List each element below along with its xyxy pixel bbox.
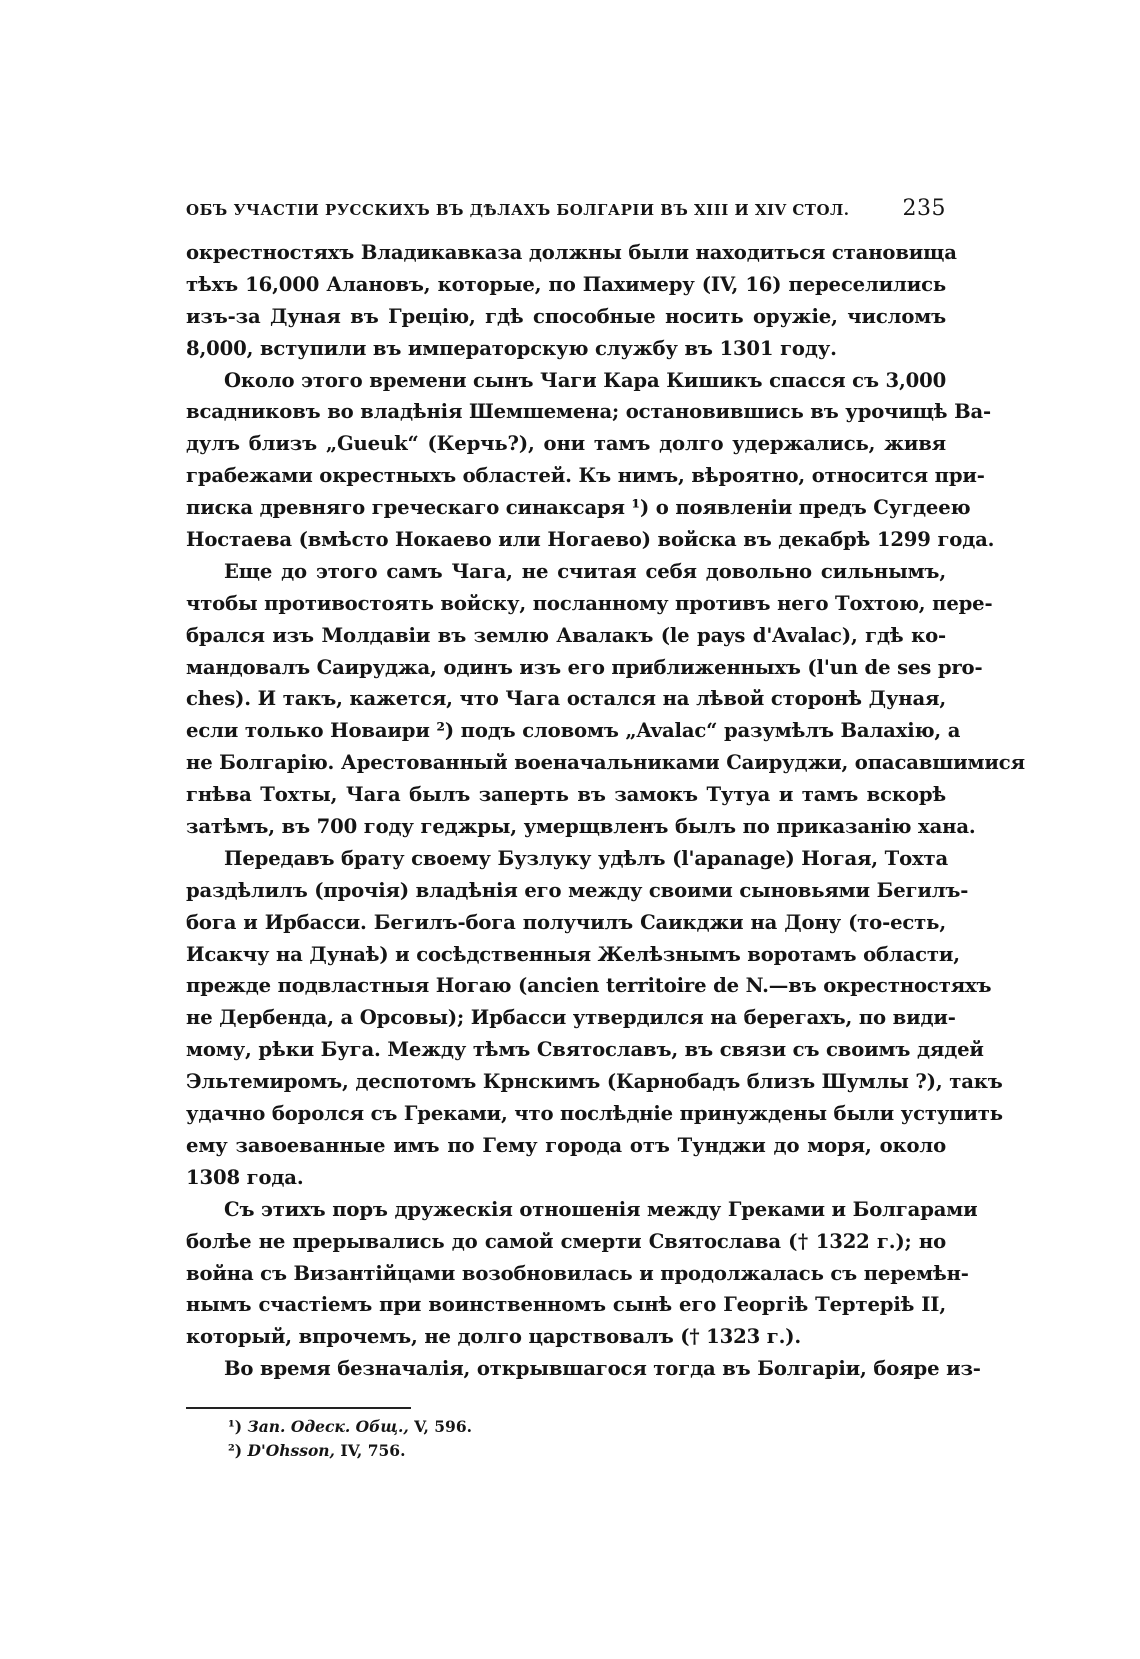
running-title: ОБЪ УЧАСТІИ РУССКИХЪ ВЪ ДѢЛАХЪ БОЛГАРІИ ВЪ XIII И XIV СТОЛ. — [186, 201, 850, 219]
text-line: дулъ близъ „Gueuk“ (Керчь?), они тамъ долго удержались, живя — [186, 432, 946, 456]
text-line: мандовалъ Саируджа, одинъ изъ его приближенныхъ (l'un de ses pro- — [186, 655, 983, 679]
text-line: не Болгарію. Арестованный военачальниками Саируджи, опасавшимися — [186, 751, 1025, 775]
text-line: Еще до этого самъ Чага, не считая себя довольно сильнымъ, — [224, 559, 946, 583]
footnote-reference: IV, 756. — [340, 1441, 406, 1461]
text-line: Около этого времени сынъ Чаги Кара Кишикъ спасся съ 3,000 — [224, 368, 947, 392]
text-line: если только Новаири ²) подъ словомъ „Avalac“ разумѣлъ Валахію, а — [186, 719, 961, 743]
text-line: Эльтемиромъ, деспотомъ Крнскимъ (Карнобадъ близъ Шумлы ?), такъ — [186, 1070, 1003, 1094]
text-line: раздѣлилъ (прочія) владѣнія его между своими сыновьями Бегилъ- — [186, 878, 969, 902]
text-line: изъ-за Дуная въ Грецію, гдѣ способные носить оружіе, числомъ — [186, 304, 946, 328]
text-line: нымъ счастіемъ при воинственномъ сынѣ его Георгіѣ Тертеріѣ II, — [186, 1293, 946, 1317]
paragraph — [186, 1194, 978, 1353]
footnote-source: D'Ohsson, — [247, 1441, 335, 1461]
book-page — [186, 196, 1025, 1463]
text-line: мому, рѣки Буга. Между тѣмъ Святославъ, въ связи съ своимъ дядей — [186, 1038, 984, 1062]
paragraph — [186, 556, 1025, 843]
text-line: Передавъ брату своему Бузлуку удѣлъ (l'apanage) Ногая, Тохта — [224, 846, 949, 870]
footnote-mark: ¹) — [228, 1417, 243, 1437]
text-line: ему завоеванные имъ по Гему города отъ Тунджи до моря, около — [186, 1133, 946, 1157]
text-line: Исакчу на Дунаѣ) и сосѣдственныя Желѣзнымъ воротамъ области, — [186, 942, 960, 966]
text-line: грабежами окрестныхъ областей. Къ нимъ, вѣроятно, относится при- — [186, 464, 985, 488]
text-line: Съ этихъ поръ дружескія отношенія между Греками и Болгарами — [224, 1197, 978, 1221]
footnote-source: Зап. Одеск. Общ., — [247, 1417, 409, 1437]
text-line: удачно боролся съ Греками, что послѣдніе принуждены были уступить — [186, 1102, 1003, 1126]
text-line: брался изъ Молдавіи въ землю Авалакъ (le pays d'Avalac), гдѣ ко- — [186, 623, 946, 647]
body-text — [186, 237, 1025, 1385]
text-line: окрестностяхъ Владикавказа должны были находиться становища — [186, 241, 957, 264]
footnotes — [186, 1415, 946, 1463]
text-line: затѣмъ, въ 700 году геджры, умерщвленъ былъ по приказанію хана. — [186, 815, 976, 839]
footnote-reference: V, 596. — [414, 1417, 473, 1437]
text-line: болѣе не прерывались до самой смерти Святослава († 1322 г.); но — [186, 1229, 946, 1253]
text-line: 1308 года. — [186, 1165, 304, 1189]
page-number: 235 — [902, 196, 946, 221]
text-line: война съ Византійцами возобновилась и продолжалась съ перемѣн- — [186, 1261, 969, 1285]
footnote-2 — [186, 1439, 946, 1463]
text-line: который, впрочемъ, не долго царствовалъ († 1323 г.). — [186, 1325, 802, 1349]
footnote-mark: ²) — [228, 1441, 243, 1461]
paragraph — [186, 365, 995, 556]
text-line: 8,000, вступили въ императорскую службу въ 1301 году. — [186, 336, 837, 360]
text-line: Ностаева (вмѣсто Нокаево или Ногаево) войска въ декабрѣ 1299 года. — [186, 528, 995, 552]
text-line: гнѣва Тохты, Чага былъ заперть въ замокъ Тутуа и тамъ вскорѣ — [186, 783, 946, 807]
text-line: ches). И такъ, кажется, что Чага остался на лѣвой сторонѣ Дуная, — [186, 687, 946, 711]
text-line: чтобы противостоять войску, посланному противъ него Тохтою, пере- — [186, 591, 993, 615]
text-line: бога и Ирбасси. Бегилъ-бога получилъ Саикджи на Дону (то-есть, — [186, 910, 946, 934]
paragraph — [186, 1353, 981, 1385]
text-line: Во время безначалія, открывшагося тогда въ Болгаріи, бояре из- — [224, 1357, 981, 1381]
text-line: не Дербенда, а Орсовы); Ирбасси утвердился на берегахъ, по види- — [186, 1006, 956, 1030]
text-line: тѣхъ 16,000 Алановъ, которые, по Пахимеру (IV, 16) переселились — [186, 272, 946, 296]
text-line: прежде подвластныя Ногаю (ancien territoire de N.—въ окрестностяхъ — [186, 974, 992, 998]
text-line: писка древняго греческаго синаксаря ¹) о появленіи предъ Сугдеею — [186, 496, 971, 520]
paragraph — [186, 237, 957, 365]
footnote-rule — [186, 1407, 411, 1409]
paragraph — [186, 843, 1003, 1194]
running-header — [186, 196, 946, 221]
text-line: всадниковъ во владѣнія Шемшемена; остановившись въ урочищѣ Ва- — [186, 400, 992, 424]
footnote-1 — [186, 1415, 946, 1439]
